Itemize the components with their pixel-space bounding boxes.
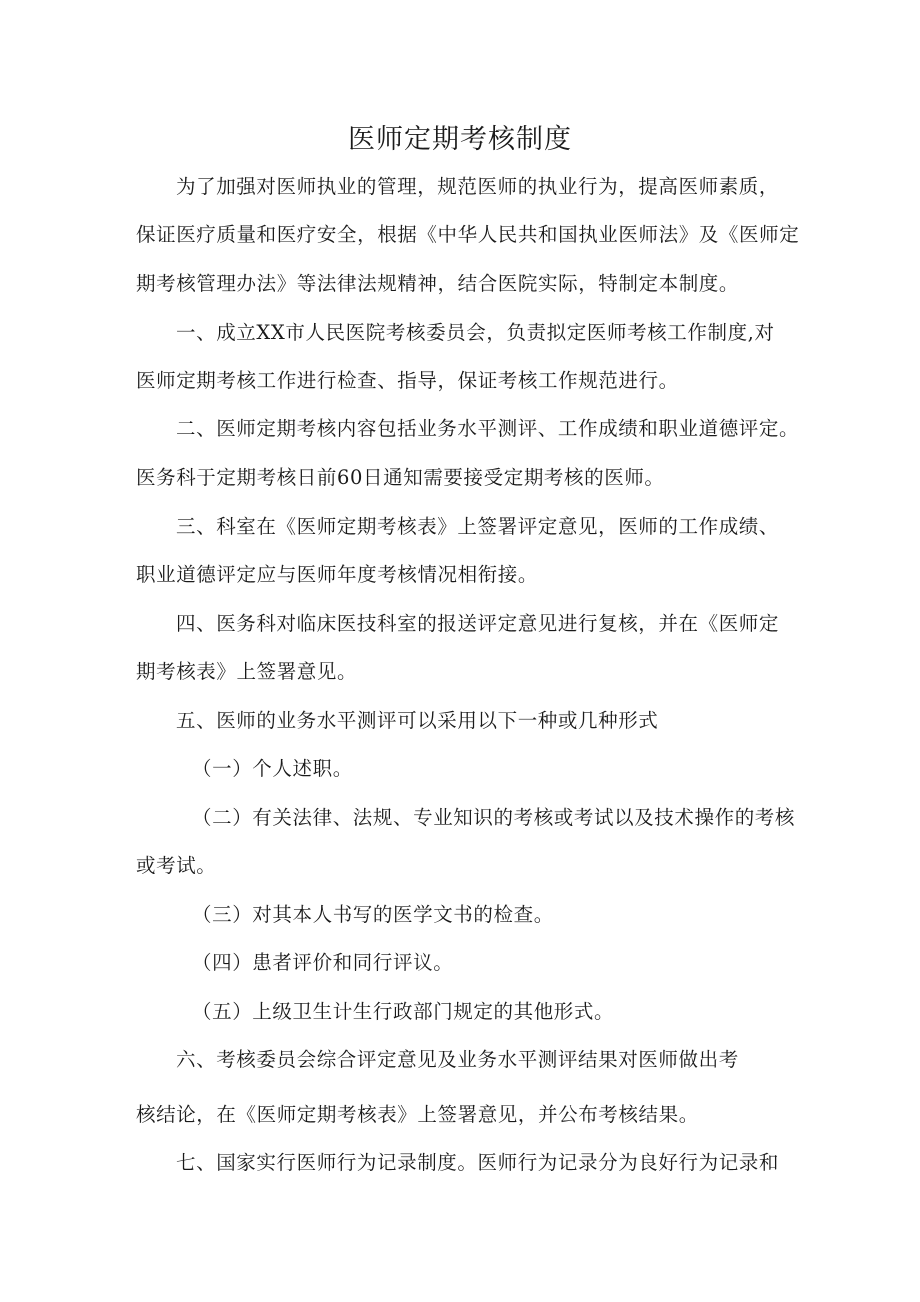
paragraph-line: 职业道德评定应与医师年度考核情况相衔接。 bbox=[136, 563, 539, 586]
paragraph-line: 保证医疗质量和医疗安全，根据《中华人民共和国执业医师法》及《医师定 bbox=[136, 223, 800, 246]
list-item: （二）有关法律、法规、专业知识的考核或考试以及技术操作的考核 bbox=[192, 806, 796, 829]
paragraph-line: 四、医务科对临床医技科室的报送评定意见进行复核，并在《医师定 bbox=[176, 612, 780, 635]
paragraph-line: 医务科于定期考核日前60日通知需要接受定期考核的医师。 bbox=[136, 466, 665, 489]
paragraph-line: 期考核表》上签署意见。 bbox=[136, 660, 358, 683]
paragraph-line: 期考核管理办法》等法律法规精神，结合医院实际，特制定本制度。 bbox=[136, 272, 740, 295]
list-item: （一）个人述职。 bbox=[192, 757, 353, 780]
paragraph-line: 三、科室在《医师定期考核表》上签署评定意见，医师的工作成绩、 bbox=[176, 515, 780, 538]
paragraph-line: 医师定期考核工作进行检查、指导，保证考核工作规范进行。 bbox=[136, 369, 679, 392]
list-item: （三）对其本人书写的医学文书的检查。 bbox=[192, 903, 554, 926]
paragraph-line: 二、医师定期考核内容包括业务水平测评、工作成绩和职业道德评定。 bbox=[176, 417, 800, 440]
paragraph-line: 六、考核委员会综合评定意见及业务水平测评结果对医师做出考 bbox=[176, 1048, 739, 1071]
paragraph-line: 为了加强对医师执业的管理，规范医师的执业行为，提高医师素质， bbox=[176, 175, 780, 198]
paragraph-line: 七、国家实行医师行为记录制度。医师行为记录分为良好行为记录和 bbox=[176, 1151, 780, 1174]
paragraph-line: 核结论，在《医师定期考核表》上签署意见，并公布考核结果。 bbox=[136, 1103, 699, 1126]
paragraph-line: 五、医师的业务水平测评可以采用以下一种或几种形式 bbox=[176, 709, 659, 732]
list-item: （四）患者评价和同行评议。 bbox=[192, 951, 454, 974]
list-item: （五）上级卫生计生行政部门规定的其他形式。 bbox=[192, 1000, 615, 1023]
paragraph-line: 一、成立XX市人民医院考核委员会，负责拟定医师考核工作制度,对 bbox=[176, 321, 775, 344]
list-item-continuation: 或考试。 bbox=[136, 854, 217, 877]
document-title: 医师定期考核制度 bbox=[348, 124, 572, 155]
